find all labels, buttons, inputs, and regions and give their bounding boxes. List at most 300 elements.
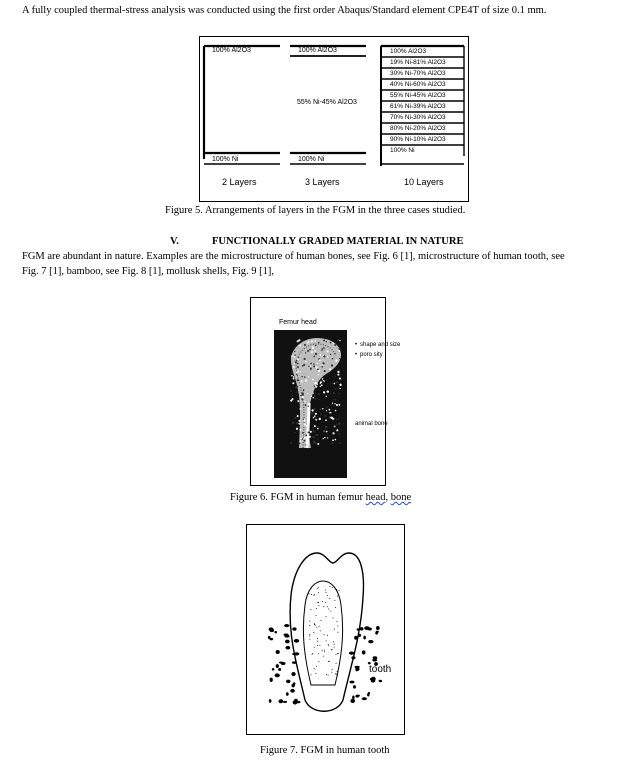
texture-dot xyxy=(313,363,314,364)
texture-dot xyxy=(313,365,315,367)
enamel-dot xyxy=(313,632,314,633)
texture-dot xyxy=(307,350,309,352)
enamel-dot xyxy=(320,630,321,631)
enamel-dot xyxy=(318,653,319,654)
texture-dot xyxy=(303,390,304,391)
enamel-dot xyxy=(336,589,337,590)
texture-dot xyxy=(339,388,340,389)
enamel-dot xyxy=(318,592,319,593)
texture-dot xyxy=(312,346,313,347)
texture-dot xyxy=(312,436,313,437)
bone-particle xyxy=(379,680,383,682)
enamel-dot xyxy=(337,621,338,622)
texture-dot xyxy=(313,393,314,394)
paragraph-line-1: FGM are abundant in nature. Examples are the microstructure of human bones, see Fig. 6 [1], microstructure of human tooth, see xyxy=(22,251,565,262)
enamel-dot xyxy=(327,595,328,596)
texture-dot xyxy=(312,379,314,381)
enamel-dot xyxy=(309,625,310,626)
figure-6-frame xyxy=(250,297,401,486)
enamel-dot xyxy=(317,638,318,639)
case3-bottom-label: 100% Ni xyxy=(298,156,325,163)
bone-particle xyxy=(355,667,358,671)
bone-particle xyxy=(285,646,290,650)
enamel-dot xyxy=(329,661,330,662)
enamel-dot xyxy=(332,649,333,650)
texture-dot xyxy=(302,365,304,367)
texture-dot xyxy=(336,404,338,406)
texture-dot xyxy=(330,416,332,418)
texture-dot xyxy=(326,341,327,342)
texture-dot xyxy=(327,373,328,374)
texture-dot xyxy=(333,392,335,394)
texture-dot xyxy=(326,410,327,411)
bone-particle xyxy=(357,628,360,630)
texture-dot xyxy=(314,350,316,352)
texture-dot xyxy=(305,379,307,381)
enamel-dot xyxy=(315,625,316,626)
enamel-dot xyxy=(325,602,326,603)
texture-dot xyxy=(296,391,298,393)
texture-dot xyxy=(335,360,337,362)
enamel-dot xyxy=(317,645,318,646)
texture-dot xyxy=(301,398,303,400)
bone-particle xyxy=(269,638,273,640)
texture-dot xyxy=(305,404,307,406)
texture-dot xyxy=(297,400,299,402)
texture-dot xyxy=(294,351,295,352)
enamel-dot xyxy=(334,644,335,645)
texture-dot xyxy=(339,443,341,445)
texture-dot xyxy=(321,366,323,368)
texture-dot xyxy=(315,434,317,436)
texture-dot xyxy=(309,349,311,351)
bone-particle xyxy=(376,631,379,633)
enamel-dot xyxy=(324,650,325,651)
texture-dot xyxy=(302,432,304,434)
enamel-dot xyxy=(337,671,338,672)
texture-dot xyxy=(325,419,327,421)
enamel-dot xyxy=(326,640,327,641)
enamel-dot xyxy=(311,674,312,675)
texture-dot xyxy=(307,393,308,394)
texture-dot xyxy=(323,438,324,439)
texture-dot xyxy=(305,361,306,362)
enamel-dot xyxy=(319,626,320,627)
texture-dot xyxy=(336,418,337,419)
texture-dot xyxy=(331,442,333,444)
enamel-dot xyxy=(326,616,327,617)
texture-dot xyxy=(338,423,340,425)
bone-particle xyxy=(292,627,296,630)
texture-dot xyxy=(323,347,325,349)
bone-particle xyxy=(278,668,281,671)
tooth-pulp xyxy=(303,581,342,685)
bone-particle xyxy=(363,636,366,640)
enamel-dot xyxy=(332,669,333,670)
texture-dot xyxy=(296,428,298,430)
bullet-1-label: shape and size xyxy=(360,342,401,348)
case3-top-label: 100% Al2O3 xyxy=(298,47,337,54)
texture-dot xyxy=(292,382,294,384)
texture-dot xyxy=(335,399,336,400)
bullet-1-dot: • xyxy=(355,342,358,348)
texture-dot xyxy=(304,344,306,346)
enamel-dot xyxy=(314,623,315,624)
texture-dot xyxy=(292,421,294,423)
texture-dot xyxy=(299,443,301,445)
texture-dot xyxy=(313,436,315,438)
enamel-dot xyxy=(317,588,318,589)
texture-dot xyxy=(318,374,319,375)
texture-dot xyxy=(336,429,338,431)
texture-dot xyxy=(291,372,293,374)
texture-dot xyxy=(293,378,295,380)
texture-dot xyxy=(327,437,328,438)
bone-particle xyxy=(358,634,361,637)
texture-dot xyxy=(299,429,301,431)
bone-particle xyxy=(286,692,289,696)
enamel-dot xyxy=(328,675,329,676)
texture-dot xyxy=(303,419,304,420)
texture-dot xyxy=(294,432,295,433)
texture-dot xyxy=(339,348,341,350)
texture-dot xyxy=(297,363,299,365)
enamel-dot xyxy=(312,654,313,655)
texture-dot xyxy=(313,397,314,398)
texture-dot xyxy=(332,432,334,434)
layer-label: 100% Al2O3 xyxy=(390,48,427,55)
figure-7-caption: Figure 7. FGM in human tooth xyxy=(260,745,390,756)
texture-dot xyxy=(339,384,341,386)
texture-dot xyxy=(317,368,319,370)
figure-5-caption: Figure 5. Arrangements of layers in the FGM in the three cases studied. xyxy=(165,205,466,216)
texture-dot xyxy=(329,368,331,370)
texture-dot xyxy=(318,399,319,400)
case3-middle-label: 55% Ni-45% Al2O3 xyxy=(297,99,357,106)
texture-dot xyxy=(338,419,339,420)
femur-head-label: Femur head xyxy=(279,319,317,326)
enamel-dot xyxy=(312,653,313,654)
texture-dot xyxy=(339,369,340,370)
enamel-dot xyxy=(309,634,310,635)
bone-particle xyxy=(270,678,273,682)
bone-particle xyxy=(373,656,378,659)
texture-dot xyxy=(297,415,299,417)
texture-dot xyxy=(322,408,323,409)
texture-dot xyxy=(310,363,312,365)
enamel-dot xyxy=(309,635,310,636)
bone-particle xyxy=(274,631,277,634)
bone-particle xyxy=(294,639,299,643)
enamel-dot xyxy=(328,645,329,646)
texture-dot xyxy=(314,408,316,410)
bone-particle xyxy=(370,678,373,680)
texture-dot xyxy=(315,398,316,399)
enamel-dot xyxy=(329,598,330,599)
texture-dot xyxy=(307,413,309,415)
enamel-dot xyxy=(326,674,327,675)
enamel-dot xyxy=(328,661,329,662)
enamel-dot xyxy=(323,656,324,657)
case-10-layers xyxy=(381,46,464,187)
enamel-dot xyxy=(336,663,337,664)
texture-dot xyxy=(310,431,312,433)
texture-dot xyxy=(311,409,313,411)
bone-particle xyxy=(294,652,299,655)
case2-top-label: 100% Al2O3 xyxy=(212,47,251,54)
texture-dot xyxy=(301,376,302,377)
case3-caption: 3 Layers xyxy=(305,177,340,187)
texture-dot xyxy=(318,393,320,395)
texture-dot xyxy=(335,375,336,376)
enamel-dot xyxy=(325,589,326,590)
texture-dot xyxy=(326,396,327,397)
enamel-dot xyxy=(317,602,318,603)
texture-dot xyxy=(339,358,340,359)
texture-dot xyxy=(319,359,321,361)
texture-dot xyxy=(334,383,336,385)
enamel-dot xyxy=(328,644,329,645)
texture-dot xyxy=(307,431,309,433)
bone-particle xyxy=(376,626,380,630)
texture-dot xyxy=(311,413,313,415)
texture-dot xyxy=(339,433,340,434)
texture-dot xyxy=(326,350,328,352)
enamel-dot xyxy=(324,634,325,635)
texture-dot xyxy=(318,342,320,344)
enamel-dot xyxy=(330,611,331,612)
bone-particle xyxy=(276,650,280,654)
enamel-dot xyxy=(323,606,324,607)
texture-dot xyxy=(301,392,303,394)
texture-dot xyxy=(314,385,316,387)
enamel-dot xyxy=(316,627,317,628)
bone-particle xyxy=(354,636,357,640)
texture-dot xyxy=(315,385,317,387)
texture-dot xyxy=(334,426,336,428)
texture-dot xyxy=(337,374,339,376)
enamel-dot xyxy=(314,668,315,669)
texture-dot xyxy=(327,390,329,392)
texture-dot xyxy=(299,408,300,409)
bone-particle xyxy=(286,680,290,683)
texture-dot xyxy=(300,371,301,372)
texture-dot xyxy=(304,358,306,360)
texture-dot xyxy=(310,365,312,367)
texture-dot xyxy=(294,356,295,357)
texture-dot xyxy=(335,439,337,441)
enamel-dot xyxy=(316,608,317,609)
bone-particle xyxy=(362,697,367,700)
texture-dot xyxy=(323,431,324,432)
enamel-dot xyxy=(316,615,317,616)
section-number: V. xyxy=(170,236,179,247)
enamel-dot xyxy=(334,647,335,648)
animal-bone-label: animal bone xyxy=(355,421,388,427)
texture-dot xyxy=(297,370,299,372)
texture-dot xyxy=(316,363,317,364)
texture-dot xyxy=(335,410,337,412)
texture-dot xyxy=(294,363,295,364)
bone-particle xyxy=(368,640,373,643)
texture-dot xyxy=(301,380,303,382)
texture-dot xyxy=(324,415,326,417)
texture-dot xyxy=(339,340,340,341)
figure-5-frame xyxy=(199,36,469,202)
case-3-layers xyxy=(290,46,366,187)
texture-dot xyxy=(313,417,315,419)
texture-dot xyxy=(335,388,337,390)
texture-dot xyxy=(298,420,300,422)
texture-dot xyxy=(332,402,333,403)
texture-dot xyxy=(321,350,322,351)
bone-particle xyxy=(362,650,366,654)
paragraph-line-2: Fig. 7 [1], bamboo, see Fig. 8 [1], mollusk shells, Fig. 9 [1], xyxy=(22,266,274,277)
enamel-dot xyxy=(336,674,337,675)
enamel-dot xyxy=(333,618,334,619)
texture-dot xyxy=(333,343,334,344)
bone-particle xyxy=(295,701,300,703)
texture-dot xyxy=(297,358,299,360)
texture-dot xyxy=(324,437,325,438)
bone-particle xyxy=(290,689,295,693)
texture-dot xyxy=(330,383,331,384)
texture-dot xyxy=(330,354,331,355)
texture-dot xyxy=(314,340,315,341)
texture-dot xyxy=(337,371,339,373)
bone-particle xyxy=(285,640,290,644)
tooth-label: tooth xyxy=(369,664,392,675)
texture-dot xyxy=(320,386,321,387)
intro-text: A fully coupled thermal-stress analysis was conducted using the first order Abaqus/Standard element CPE4T of size 0.1 mm. xyxy=(22,5,547,16)
texture-dot xyxy=(334,344,336,346)
bone-particle xyxy=(292,653,294,655)
texture-dot xyxy=(295,417,297,419)
enamel-dot xyxy=(314,594,315,595)
texture-dot xyxy=(313,356,315,358)
enamel-dot xyxy=(335,673,336,674)
texture-dot xyxy=(314,395,316,397)
enamel-dot xyxy=(311,594,312,595)
texture-dot xyxy=(321,384,323,386)
enamel-dot xyxy=(331,672,332,673)
bone-particle xyxy=(276,664,279,668)
texture-dot xyxy=(339,378,341,380)
texture-dot xyxy=(323,391,325,393)
texture-dot xyxy=(317,438,318,439)
texture-dot xyxy=(310,396,312,398)
texture-dot xyxy=(296,422,298,424)
texture-dot xyxy=(304,437,306,439)
enamel-dot xyxy=(337,632,338,633)
texture-dot xyxy=(319,409,321,411)
texture-dot xyxy=(295,387,297,389)
texture-dot xyxy=(333,399,335,401)
texture-dot xyxy=(304,423,306,425)
texture-dot xyxy=(300,395,302,397)
enamel-dot xyxy=(318,587,319,588)
bone-particle xyxy=(355,695,359,697)
bone-particle xyxy=(367,693,369,696)
texture-dot xyxy=(315,413,317,415)
texture-dot xyxy=(329,416,331,418)
texture-dot xyxy=(308,366,309,367)
texture-dot xyxy=(338,350,340,352)
texture-dot xyxy=(339,404,341,406)
bone-particle xyxy=(349,681,354,684)
enamel-dot xyxy=(318,605,319,606)
texture-dot xyxy=(322,362,324,364)
texture-dot xyxy=(322,378,324,380)
texture-dot xyxy=(298,402,299,403)
bone-particle xyxy=(275,673,280,677)
texture-dot xyxy=(321,354,322,355)
bone-particle xyxy=(353,685,356,689)
texture-dot xyxy=(297,379,299,381)
texture-dot xyxy=(334,353,335,354)
bone-particle xyxy=(281,662,286,665)
bone-particles xyxy=(268,624,382,704)
texture-dot xyxy=(331,364,333,366)
texture-dot xyxy=(314,442,316,444)
texture-dot xyxy=(313,430,315,432)
texture-dot xyxy=(308,376,309,377)
layer-label: 100% Ni xyxy=(390,147,415,154)
case2-caption: 2 Layers xyxy=(222,177,257,187)
texture-dot xyxy=(322,381,324,383)
texture-dot xyxy=(311,351,313,353)
layer-label: 90% Ni-10% Al2O3 xyxy=(390,136,446,143)
figure-7-image xyxy=(247,525,404,734)
enamel-dot xyxy=(329,586,330,587)
texture-dot xyxy=(309,436,311,438)
case2-bottom-label: 100% Ni xyxy=(212,156,239,163)
enamel-dot xyxy=(325,592,326,593)
bone-particle xyxy=(291,672,295,676)
texture-dot xyxy=(305,444,306,445)
texture-dot xyxy=(297,340,299,342)
enamel-dot xyxy=(328,609,329,610)
texture-dot xyxy=(291,365,292,366)
bone-particle xyxy=(283,701,287,703)
bone-particle xyxy=(269,629,274,632)
texture-dot xyxy=(330,342,332,344)
case10-caption: 10 Layers xyxy=(404,177,444,187)
bone-particle xyxy=(364,626,369,630)
enamel-dot xyxy=(334,629,335,630)
texture-dot xyxy=(315,382,317,384)
texture-dot xyxy=(296,374,297,375)
texture-dot xyxy=(315,419,317,421)
enamel-dot xyxy=(313,595,314,596)
texture-dot xyxy=(334,403,335,404)
texture-dot xyxy=(317,443,319,445)
bone-particle xyxy=(350,699,355,703)
enamel-dot xyxy=(337,625,338,626)
texture-dot xyxy=(310,367,312,369)
texture-dot xyxy=(306,425,308,427)
bone-particle xyxy=(269,699,272,703)
enamel-dot xyxy=(322,601,323,602)
enamel-dot xyxy=(309,639,310,640)
enamel-dot xyxy=(324,651,325,652)
enamel-dot xyxy=(314,647,315,648)
texture-dot xyxy=(297,366,299,368)
enamel-dot xyxy=(335,654,336,655)
layer-label: 61% Ni-39% Al2O3 xyxy=(390,103,446,110)
texture-dot xyxy=(317,428,319,430)
enamel-dot xyxy=(337,675,338,676)
